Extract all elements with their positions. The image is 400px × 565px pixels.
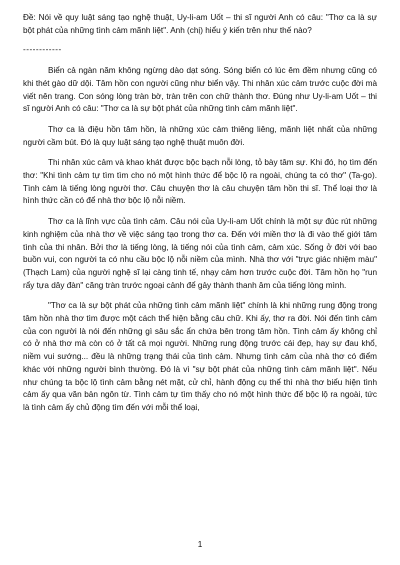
page-number: 1	[197, 540, 203, 549]
paragraph-4: Thơ ca là lĩnh vực của tình cảm. Câu nói của Uy-li-am Uốt chính là một sự đúc rút những kinh nghiệm của nhà thơ về việc sáng tạo trong thơ ca. Đến với miền thơ là đi vào thế giới tâm tình của thi nhân. Bởi thơ là tiếng lòng, là tiếng nói của tình cảm, cảm xúc. Sống ở đời với bao buồn vui, con người ta có nhu cầu bộc lộ nỗi niềm của mình. Nhà thơ với "trực giác nhiệm màu" (Thạch Lam) của người nghệ sĩ lại càng tinh tế, nhạy cảm hơn trước cuộc đời. Tâm hồn họ "run rẩy tựa dây đàn" căng tràn trước ngoại cảnh để gảy thành thanh âm của tiếng lòng mình.	[23, 217, 377, 290]
separator-line: ------------	[23, 45, 62, 55]
paragraph-2: Thơ ca là điệu hồn tâm hồn, là những xúc cảm thiêng liêng, mãnh liệt nhất của những người cầm bút. Đó là quy luật sáng tạo nghệ thuật muôn đời.	[23, 124, 377, 147]
paragraph-intro: Biển cả ngàn năm không ngừng dào dạt sóng. Sóng biển có lúc êm đềm nhưng cũng có khi thét gào dữ dội. Tâm hồn con người cũng như biển vậy. Thi nhân xúc cảm trước cuộc đời mà viết nên trang. Con sóng lòng tràn bờ, tràn trên con chữ thành thơ. Đúng như Uy-li-am Uốt – thi sĩ người Anh có câu: "Thơ ca là sự bột phát của những tình cảm mãnh liệt".	[23, 66, 377, 114]
paragraph-5: "Thơ ca là sự bột phát của những tình cảm mãnh liệt" chính là khi những rung động trong tâm hồn nhà thơ tìm được một cách thể hiện bằng câu chữ. Khi ấy, thơ ra đời. Nói đến tình cảm của con người là nói đến những gì sâu sắc ẩn chứa bên trong tâm hồn. Tình cảm ấy không chỉ có ở nhà thơ mà còn có ở tất cả mọi người. Những rung động trước cái đẹp, hay sự đau khổ, niềm vui sướng... đều là những trạng thái của tình cảm. Nhưng tình cảm của nhà thơ có điểm khác với những người bình thường. Đó là vì "sự bột phát của những tình cảm mãnh liệt". Nếu như chúng ta bộc lộ tình cảm bằng nét mặt, cử chỉ, hành động cụ thể thì nhà thơ biểu hiện tình cảm ấy qua văn bản ngôn từ. Tình cảm tự tìm thấy cho nó một hình thức để bộc lộ ra ngoài, tức là tình cảm ấy chủ động tìm đến với mỗi thể loại,	[23, 301, 377, 412]
essay-prompt: Đề: Nói về quy luật sáng tạo nghệ thuật, Uy-li-am Uốt – thi sĩ người Anh có câu: "Thơ ca là sự bột phát của những tình cảm mãnh liệt". Anh (chị) hiểu ý kiến trên như thế nào?	[23, 13, 377, 35]
paragraph-3: Thi nhân xúc cảm và khao khát được bộc bạch nỗi lòng, tỏ bày tâm sự. Khi đó, họ tìm đến thơ: "Khi tình cảm tự tìm tìm cho nó một hình thức để bộc lộ ra ngoài, chúng ta có thơ" (Ta-go). Tình cảm là tiếng lòng người thơ. Câu chuyện thơ là câu chuyện tâm hồn thi sĩ. Thể loại thơ là hình thức cần có để nhà thơ bộc lộ nỗi niềm.	[23, 158, 377, 206]
